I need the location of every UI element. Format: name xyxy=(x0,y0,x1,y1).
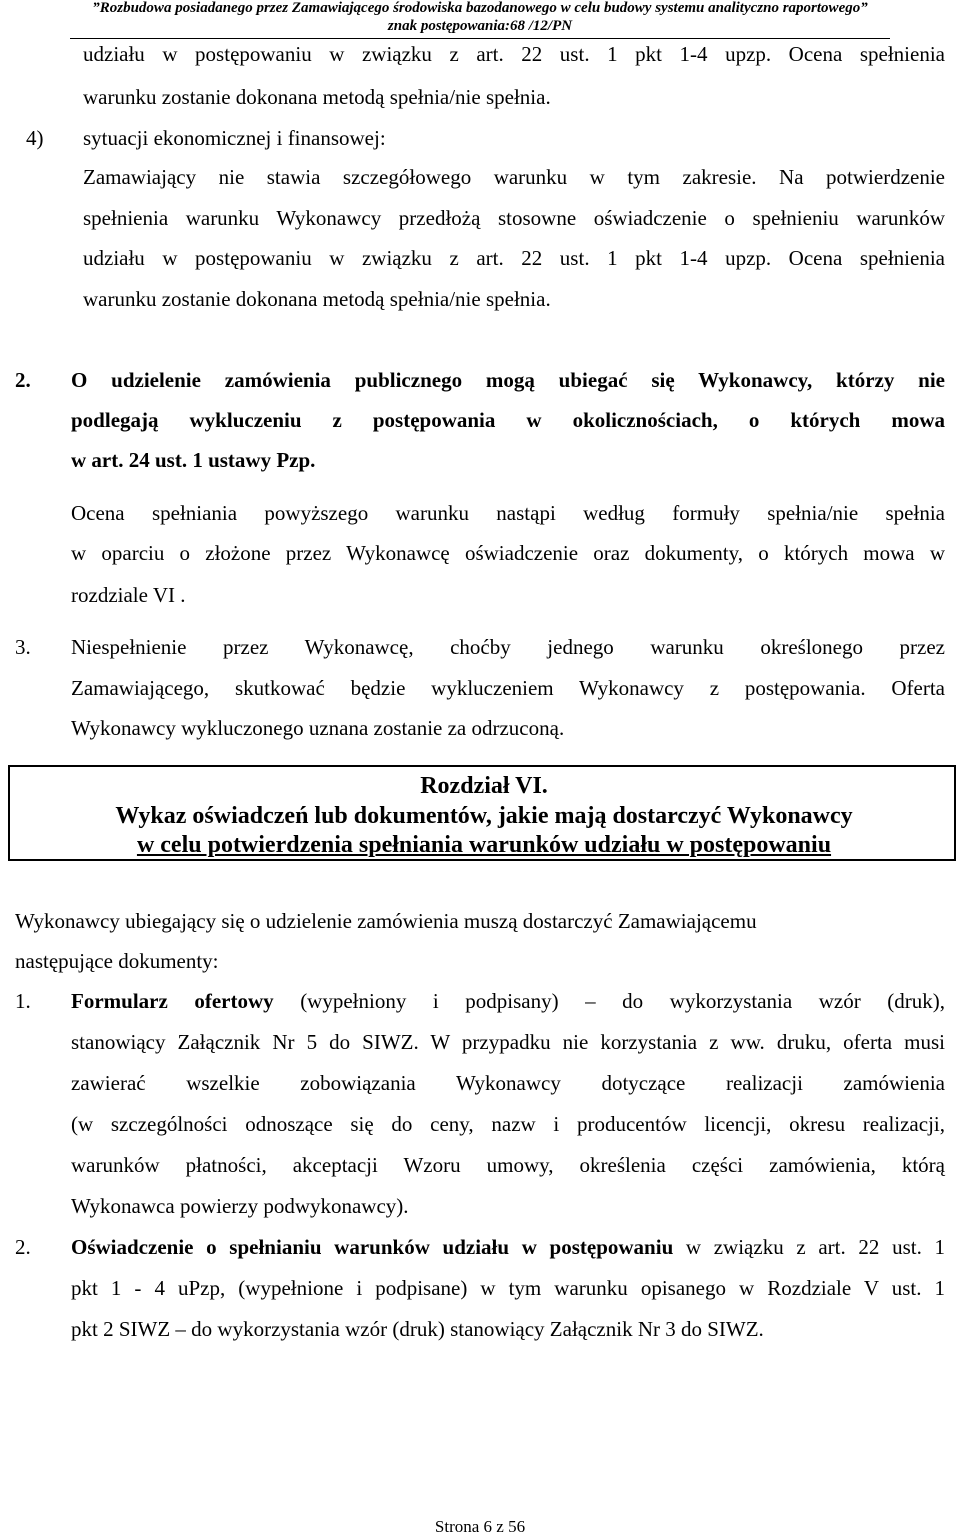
text-line: udziału w postępowaniu w związku z art. 22 ust. 1 pkt 1-4 upzp. Ocena spełnienia xyxy=(83,42,945,66)
list-number: 3. xyxy=(15,635,31,659)
text-line: warunku zostanie dokonana metodą spełnia/nie spełnia. xyxy=(83,85,551,109)
list-number: 1. xyxy=(15,989,31,1013)
text-line: stanowiący Załącznik Nr 5 do SIWZ. W przypadku nie korzystania z ww. druku, oferta musi xyxy=(71,1030,945,1054)
page-number: Strona 6 z 56 xyxy=(434,1517,526,1536)
text-line: Wykonawcy wykluczonego uznana zostanie za odrzuconą. xyxy=(71,716,565,740)
header-title: ”Rozbudowa posiadanego przez Zamawiającego środowiska bazodanowego w celu budowy systemu analityczno raportowego” xyxy=(92,0,868,16)
list-number: 4) xyxy=(26,126,44,150)
chapter-subtitle: w celu potwierdzenia spełniania warunków udziału w postępowaniu xyxy=(136,832,832,858)
chapter-title: Rozdział VI. xyxy=(420,773,548,799)
text-line: Wykonawcy ubiegający się o udzielenie zamówienia muszą dostarczyć Zamawiającemu xyxy=(15,909,757,933)
header-case-number: znak postępowania:68 /12/PN xyxy=(387,18,573,34)
text-line: pkt 2 SIWZ – do wykorzystania wzór (druk) stanowiący Załącznik Nr 3 do SIWZ. xyxy=(71,1317,764,1341)
text-line: Ocena spełniania powyższego warunku nastąpi według formuły spełnia/nie spełnia xyxy=(71,501,945,525)
text-line: warunku zostanie dokonana metodą spełnia/nie spełnia. xyxy=(83,287,551,311)
text-line: pkt 1 - 4 uPzp, (wypełnione i podpisane) w tym warunku opisanego w Rozdziale V ust. 1 xyxy=(71,1276,945,1300)
text-line xyxy=(71,1234,945,1260)
text-line xyxy=(71,988,945,1014)
text-line: rozdziale VI . xyxy=(71,583,186,607)
text-line: Niespełnienie przez Wykonawcę, choćby jednego warunku określonego przez xyxy=(71,635,945,659)
text-line: zawierać wszelkie zobowiązania Wykonawcy dotyczące realizacji zamówienia xyxy=(71,1071,945,1095)
text-line: Zamawiającego, skutkować będzie wykluczeniem Wykonawcy z postępowania. Oferta xyxy=(71,676,945,700)
text-line: O udzielenie zamówienia publicznego mogą ubiegać się Wykonawcy, którzy nie xyxy=(71,368,945,392)
text-line: Wykonawca powierzy podwykonawcy). xyxy=(71,1194,409,1218)
text-line: Zamawiający nie stawia szczegółowego warunku w tym zakresie. Na potwierdzenie xyxy=(83,165,945,189)
doc-description: w związku z art. 22 ust. 1 xyxy=(673,1235,945,1259)
list-number: 2. xyxy=(15,1235,31,1259)
list-number: 2. xyxy=(15,368,31,392)
text-line: (w szczególności odnoszące się do ceny, nazw i producentów licencji, okresu realizacji, xyxy=(71,1112,945,1136)
doc-description: (wypełniony i podpisany) – do wykorzystania wzór (druk), xyxy=(273,989,945,1013)
text-line: następujące dokumenty: xyxy=(15,949,219,973)
list-item-heading: sytuacji ekonomicznej i finansowej: xyxy=(83,126,386,150)
text-line: udziału w postępowaniu w związku z art. 22 ust. 1 pkt 1-4 upzp. Ocena spełnienia xyxy=(83,246,945,270)
doc-name: Formularz ofertowy xyxy=(71,989,274,1013)
text-line: w art. 24 ust. 1 ustawy Pzp. xyxy=(71,448,316,472)
chapter-heading-box xyxy=(8,765,956,861)
chapter-subtitle: Wykaz oświadczeń lub dokumentów, jakie mają dostarczyć Wykonawcy xyxy=(115,803,853,829)
text-line: spełnienia warunku Wykonawcy przedłożą stosowne oświadczenie o spełnieniu warunków xyxy=(83,206,945,230)
doc-name: Oświadczenie o spełnianiu warunków udziału w postępowaniu xyxy=(71,1235,674,1259)
text-line: warunków płatności, akceptacji Wzoru umowy, określenia części zamówienia, którą xyxy=(71,1153,945,1177)
header-divider xyxy=(70,38,890,39)
text-line: w oparciu o złożone przez Wykonawcę oświadczenie oraz dokumenty, o których mowa w xyxy=(71,541,945,565)
text-line: podlegają wykluczeniu z postępowania w okolicznościach, o których mowa xyxy=(71,408,945,432)
